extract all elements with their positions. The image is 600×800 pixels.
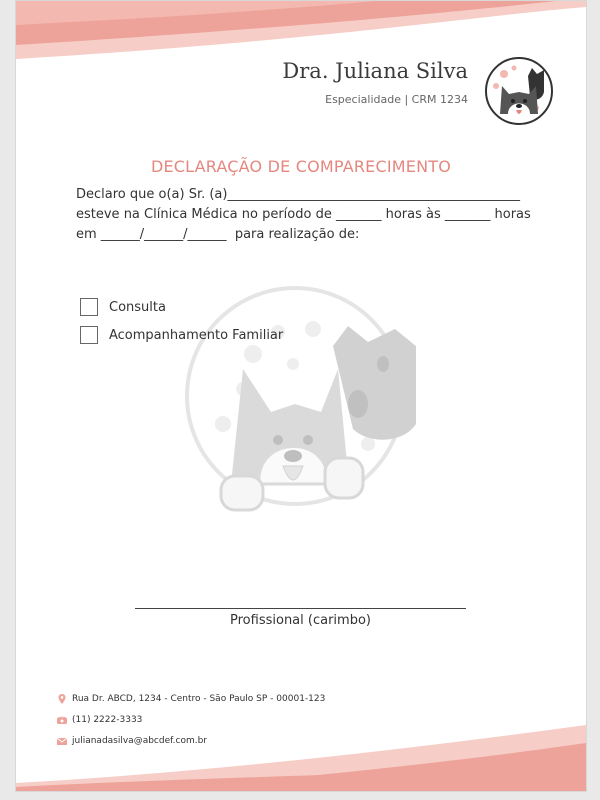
document-page — [15, 0, 587, 792]
address-row — [56, 693, 325, 705]
acompanhamento-familiar-checkbox[interactable] — [80, 326, 98, 344]
option-acompanhamento-familiar[interactable] — [80, 325, 283, 345]
consulta-label: Consulta — [109, 299, 166, 315]
document-title: DECLARAÇÃO DE COMPARECIMENTO — [150, 157, 452, 176]
declaration-line-3: em ______/______/______ para realização de: — [76, 227, 360, 242]
doctor-name: Dra. Juliana Silva — [282, 59, 468, 83]
bottom-wave-decoration — [16, 721, 586, 791]
location-pin-icon — [56, 693, 68, 705]
declaration-line-2: esteve na Clínica Médica no período de _______ horas às _______ horas — [76, 207, 531, 222]
phone-text: (11) 2222-3333 — [72, 715, 143, 725]
signature-line — [135, 608, 466, 609]
declaration-text — [76, 185, 536, 245]
doctor-specialty-crm: Especialidade | CRM 1234 — [325, 93, 468, 106]
declaration-line-1: Declaro que o(a) Sr. (a)_____________________________________________ — [76, 187, 520, 202]
email-text[interactable]: julianadasilva@abcdef.com.br — [72, 736, 207, 746]
option-consulta[interactable] — [80, 297, 283, 317]
consulta-checkbox[interactable] — [80, 298, 98, 316]
signature-label: Profissional (carimbo) — [230, 613, 371, 628]
acompanhamento-familiar-label: Acompanhamento Familiar — [109, 327, 284, 343]
service-options — [80, 297, 283, 353]
husky-and-cat-logo-icon — [484, 56, 554, 126]
address-text: Rua Dr. ABCD, 1234 - Centro - São Paulo SP - 00001-123 — [72, 694, 326, 704]
